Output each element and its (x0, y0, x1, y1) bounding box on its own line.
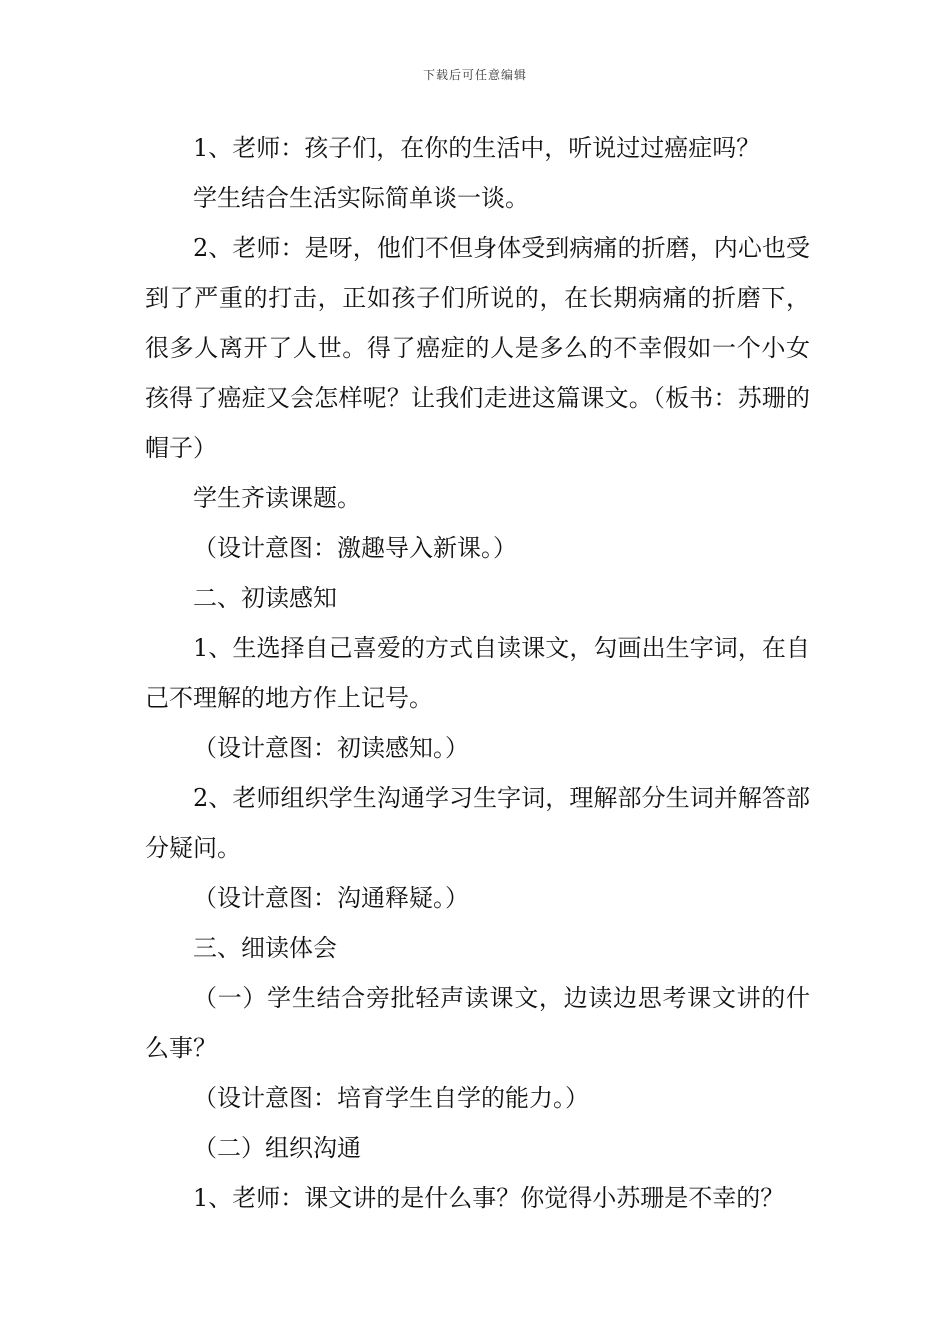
paragraph: （设计意图：沟通释疑。） (193, 884, 469, 912)
paragraph: （设计意图：培育学生自学的能力。） (193, 1084, 589, 1112)
section-heading: 二、初读感知 (193, 584, 337, 612)
paragraph: 2、老师：是呀，他们不但身体受到病痛的折磨，内心也受到了严重的打击，正如孩子们所说的，在长期病痛的折磨下，很多人离开了人世。得了癌症的人是多么的不幸假如一个小女孩得了癌症又会怎样呢？让我们走进这篇课文。（板书：苏珊的帽子） (145, 234, 810, 462)
paragraph: （一）学生结合旁批轻声读课文，边读边思考课文讲的什么事？ (145, 984, 810, 1062)
paragraph: 学生齐读课题。 (193, 484, 361, 512)
document-body (145, 123, 810, 1223)
paragraph: （设计意图：初读感知。） (193, 734, 469, 762)
paragraph: 学生结合生活实际简单谈一谈。 (193, 184, 529, 212)
page-header-note: 下载后可任意编辑 (422, 68, 527, 82)
subsection-heading: （二）组织沟通 (193, 1134, 361, 1162)
paragraph: 1、老师：孩子们，在你的生活中，听说过过癌症吗？ (193, 134, 761, 162)
paragraph: 1、老师：课文讲的是什么事？你觉得小苏珊是不幸的？ (193, 1184, 785, 1212)
paragraph: 2、老师组织学生沟通学习生字词，理解部分生词并解答部分疑问。 (145, 784, 810, 862)
paragraph: 1、生选择自己喜爱的方式自读课文，勾画出生字词，在自己不理解的地方作上记号。 (145, 634, 810, 712)
section-heading: 三、细读体会 (193, 934, 337, 962)
paragraph: （设计意图：激趣导入新课。） (193, 534, 517, 562)
